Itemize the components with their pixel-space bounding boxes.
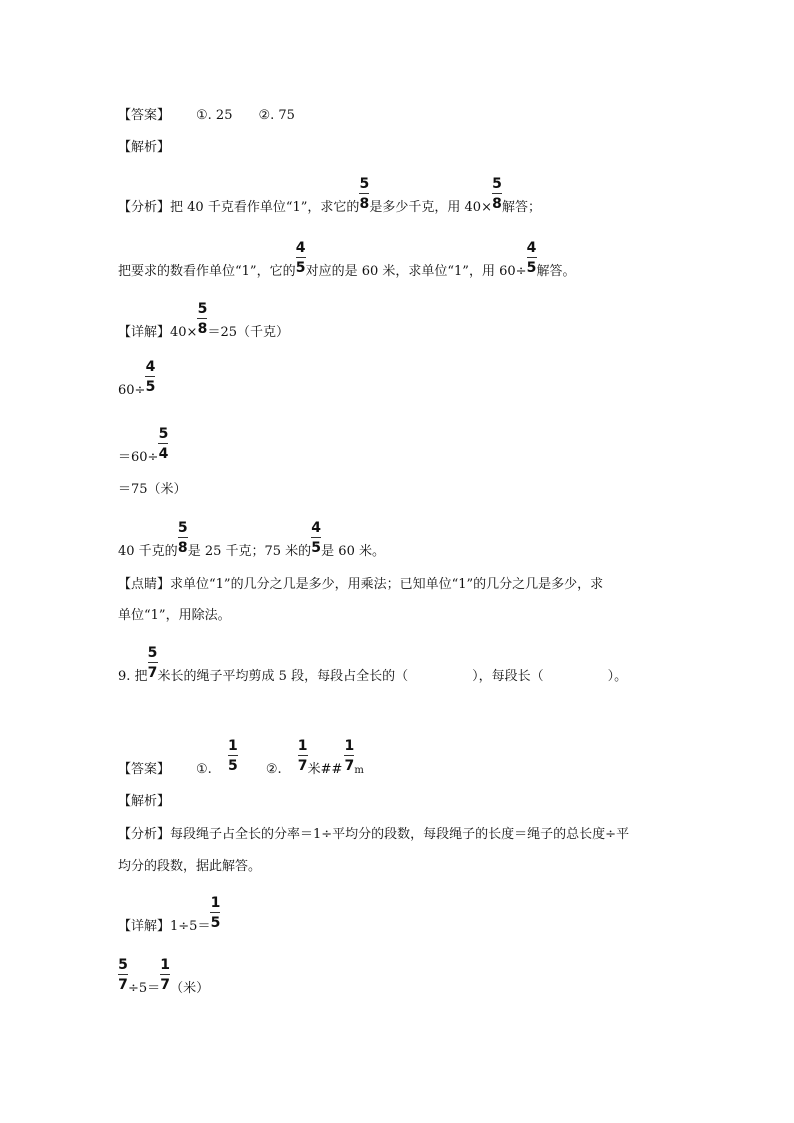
numerator: 5	[158, 426, 169, 442]
numerator: 1	[210, 895, 221, 911]
q9-fenxi-line-1	[118, 823, 629, 842]
fraction	[227, 738, 238, 774]
q8-step-3: ＝75（米）	[118, 482, 187, 497]
numerator: 5	[197, 301, 208, 317]
question-text: ），每段长（	[472, 669, 544, 684]
denominator: 5	[526, 260, 537, 276]
numerator: 1	[160, 957, 171, 973]
fenxi-text: 解答。	[536, 264, 576, 279]
fraction	[297, 738, 308, 774]
q9-detail-line-1	[118, 895, 221, 934]
fraction	[118, 957, 128, 993]
q8-step-1	[118, 359, 156, 398]
question-number: 9. 把	[118, 669, 148, 684]
denominator: 7	[344, 758, 355, 774]
fenxi-tag: 【分析】	[118, 200, 171, 215]
fenxi-text: 解答；	[501, 200, 541, 215]
fraction	[158, 426, 169, 462]
denominator: 7	[160, 977, 171, 993]
denominator: 7	[297, 758, 308, 774]
fenxi-text: 把 40 千克看作单位“1”，求它的	[170, 200, 360, 215]
answer-tag: 【答案】	[118, 762, 171, 777]
answer-1: ①.	[196, 762, 212, 777]
q8-step-2	[118, 426, 169, 465]
denominator: 8	[197, 321, 208, 337]
fraction	[210, 895, 221, 931]
numerator: 5	[177, 520, 188, 536]
q8-analysis-tag: 【解析】	[118, 140, 171, 155]
detail-text: 1÷5＝	[170, 919, 211, 934]
fraction	[145, 359, 156, 395]
denominator: 8	[492, 196, 502, 212]
detail-tag: 【详解】	[118, 919, 171, 934]
fraction	[177, 520, 188, 556]
q9-question	[118, 645, 628, 684]
answer-1: ①. 25	[196, 108, 233, 123]
q9-fenxi-line-2: 均分的段数，据此解答。	[118, 859, 262, 874]
conclusion-text: 是 25 千克；75 米的	[187, 544, 312, 559]
q9-analysis-tag: 【解析】	[118, 794, 171, 809]
numerator: 1	[297, 738, 308, 754]
q8-fenxi-line-2	[118, 240, 576, 279]
denominator: 7	[118, 977, 128, 993]
fraction	[295, 240, 306, 276]
fraction	[147, 645, 158, 681]
denominator: 5	[311, 540, 322, 556]
numerator: 4	[526, 240, 537, 256]
numerator: 4	[295, 240, 306, 256]
fraction	[344, 738, 355, 774]
answer-2: ②. 75	[258, 108, 295, 123]
numerator: 5	[147, 645, 158, 661]
conclusion-text: 40 千克的	[118, 544, 178, 559]
fraction	[492, 176, 502, 212]
detail-text: （米）	[170, 981, 210, 996]
q8-dianjing-line-2: 单位“1”，用除法。	[118, 608, 231, 623]
detail-text: ＝25（千克）	[207, 325, 289, 340]
fenxi-text: 对应的是 60 米，求单位“1”，用 60÷	[305, 264, 527, 279]
q8-detail-line-1	[118, 301, 289, 340]
answer-tag: 【答案】	[118, 108, 171, 123]
answer-unit: 米##	[307, 762, 343, 777]
detail-text: ÷5＝	[128, 981, 161, 996]
answer-unit-m: m	[354, 765, 364, 776]
numerator: 4	[311, 520, 322, 536]
fraction	[311, 520, 322, 556]
numerator: 5	[118, 957, 128, 973]
denominator: 4	[158, 446, 169, 462]
numerator: 5	[492, 176, 502, 192]
denominator: 5	[145, 379, 156, 395]
answer-2: ②.	[265, 762, 282, 777]
denominator: 8	[177, 540, 188, 556]
q8-fenxi-line-1	[118, 176, 541, 215]
question-text: ）。	[607, 669, 628, 684]
fraction	[197, 301, 208, 337]
q8-conclusion	[118, 520, 385, 559]
dianjing-tag: 【点睛】	[118, 577, 171, 592]
step-text: ＝60÷	[118, 450, 159, 465]
denominator: 5	[210, 915, 221, 931]
numerator: 4	[145, 359, 156, 375]
q9-answer-line	[118, 738, 364, 777]
q8-answer-line	[118, 104, 295, 123]
denominator: 5	[295, 260, 306, 276]
numerator: 1	[344, 738, 355, 754]
numerator: 5	[359, 176, 370, 192]
question-text: 米长的绳子平均剪成 5 段，每段占全长的（	[157, 669, 409, 684]
dianjing-text: 求单位“1”的几分之几是多少，用乘法；已知单位“1”的几分之几是多少，求	[170, 577, 604, 592]
denominator: 5	[227, 758, 238, 774]
q8-dianjing-line-1	[118, 573, 603, 592]
fenxi-text: 把要求的数看作单位“1”，它的	[118, 264, 296, 279]
denominator: 7	[147, 665, 158, 681]
denominator: 8	[359, 196, 370, 212]
q9-detail-line-2	[118, 957, 210, 996]
conclusion-text: 是 60 米。	[321, 544, 385, 559]
detail-text: 40×	[170, 325, 198, 340]
fraction	[526, 240, 537, 276]
step-text: 60÷	[118, 383, 146, 398]
fenxi-tag: 【分析】	[118, 827, 171, 842]
fenxi-text: 是多少千克，用 40×	[369, 200, 492, 215]
fraction	[359, 176, 370, 212]
numerator: 1	[227, 738, 238, 754]
fraction	[160, 957, 171, 993]
detail-tag: 【详解】	[118, 325, 171, 340]
fenxi-text: 每段绳子占全长的分率＝1÷平均分的段数，每段绳子的长度＝绳子的总长度÷平	[170, 827, 630, 842]
